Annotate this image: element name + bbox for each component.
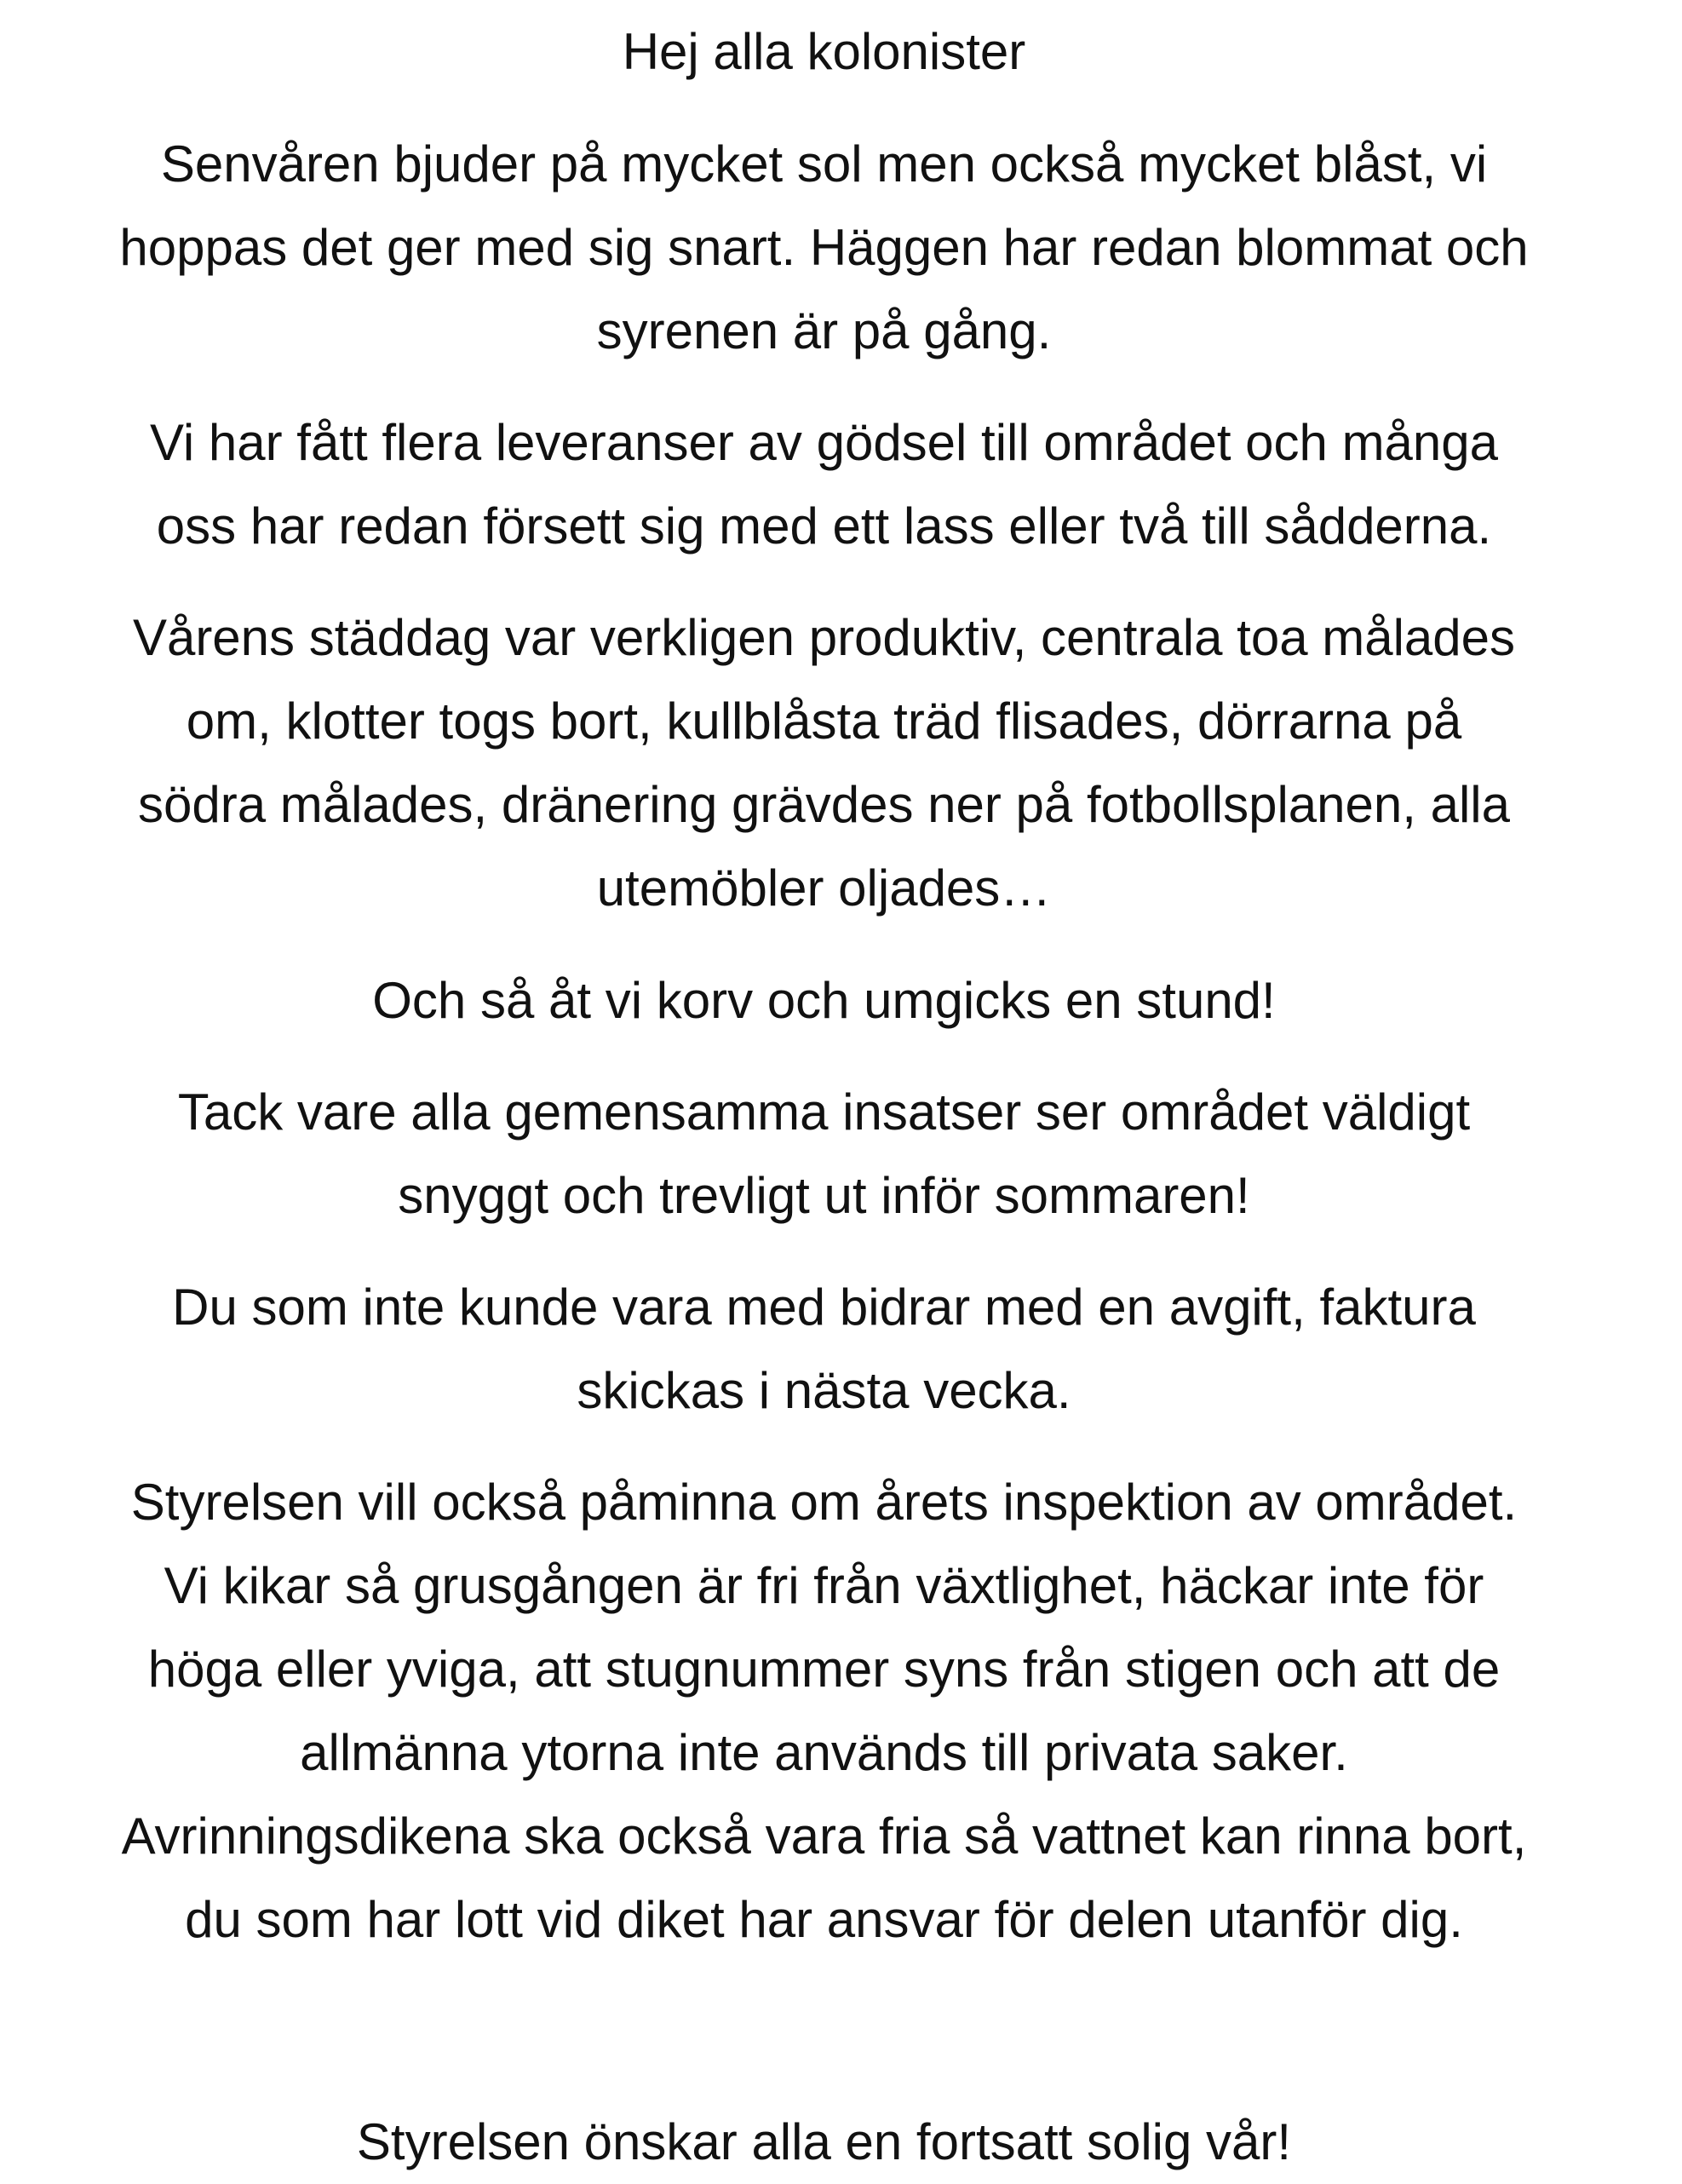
paragraph-line: skickas i nästa vecka. — [577, 1362, 1071, 1419]
paragraph-line: höga eller yviga, att stugnummer syns från stigen och att de — [147, 1641, 1501, 1698]
paragraph-fee — [34, 1266, 1614, 1433]
paragraph-line: oss har redan försett sig med ett lass eller två till sådderna. — [156, 497, 1492, 555]
paragraph-line: snyggt och trevligt ut inför sommaren! — [398, 1167, 1250, 1224]
paragraph-line: Senvåren bjuder på mycket sol men också mycket blåst, vi — [160, 135, 1488, 193]
paragraph-line: Vi har fått flera leveranser av gödsel till området och många — [149, 414, 1499, 471]
paragraph-sausage — [34, 959, 1614, 1043]
paragraph-line: södra målades, dränering grävdes ner på fotbollsplanen, alla — [137, 776, 1510, 833]
paragraph-line: om, klotter togs bort, kullblåsta träd flisades, dörrarna på — [186, 693, 1462, 750]
paragraph-line: allmänna ytorna inte används till privata saker. — [300, 1724, 1348, 1781]
paragraph-line: Tack vare alla gemensamma insatser ser området väldigt — [177, 1083, 1471, 1141]
paragraph-line: du som har lott vid diket har ansvar för delen utanför dig. — [185, 1891, 1463, 1948]
greeting — [34, 10, 1614, 94]
paragraph-thanks — [34, 1071, 1614, 1238]
paragraph-inspection — [34, 1461, 1614, 1962]
paragraph-line: utemöbler oljades… — [596, 859, 1052, 917]
paragraph-line: Styrelsen vill också påminna om årets inspektion av området. — [130, 1474, 1518, 1531]
paragraph-line: hoppas det ger med sig snart. Häggen har redan blommat och — [119, 219, 1529, 276]
paragraph-line: Avrinningsdikena ska också vara fria så vattnet kan rinna bort, — [121, 1808, 1527, 1865]
paragraph-line: Vårens städdag var verkligen produktiv, centrala toa målades — [132, 609, 1516, 666]
paragraph-fertilizer — [34, 401, 1614, 568]
paragraph-cleanup-day — [34, 596, 1614, 930]
closing-line — [34, 2101, 1614, 2184]
paragraph-line: Du som inte kunde vara med bidrar med en avgift, faktura — [172, 1279, 1476, 1336]
paragraph-line: syrenen är på gång. — [596, 302, 1052, 359]
closing-text: Styrelsen önskar alla en fortsatt solig vår! — [356, 2113, 1292, 2170]
paragraph-weather — [34, 123, 1614, 373]
greeting-text: Hej alla kolonister — [622, 23, 1026, 80]
paragraph-line: Vi kikar så grusgången är fri från växtlighet, häckar inte för — [164, 1557, 1484, 1614]
paragraph-line: Och så åt vi korv och umgicks en stund! — [372, 972, 1276, 1029]
